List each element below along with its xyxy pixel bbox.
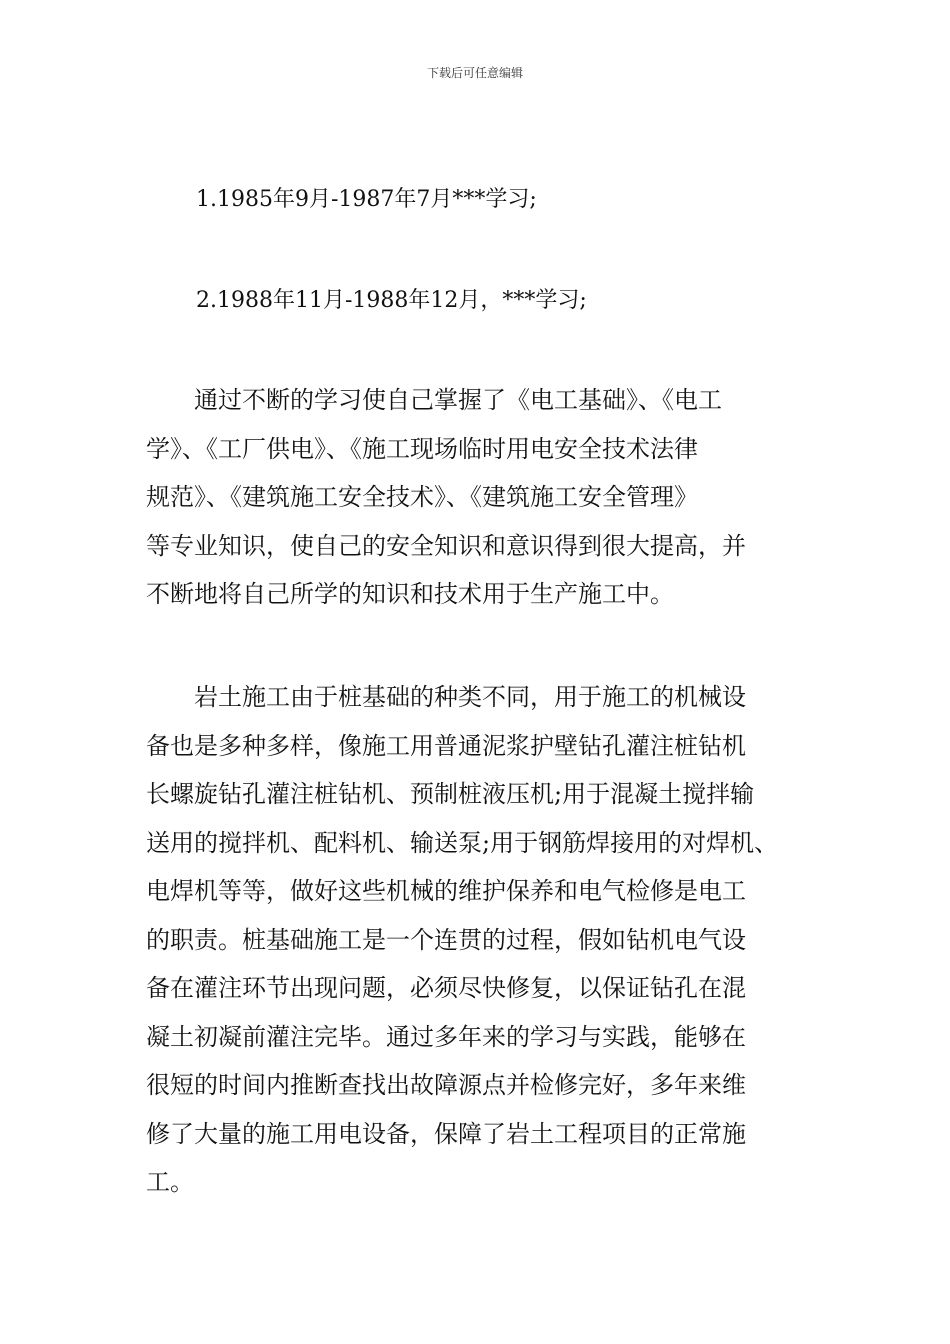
paragraph-line: 修了大量的施工用电设备，保障了岩土工程项目的正常施: [146, 1119, 746, 1148]
paragraph-line: 学》、《工厂供电》、《施工现场临时用电安全技术法律: [146, 434, 698, 463]
paragraph-line: 等专业知识，使自己的安全知识和意识得到很大提高，并: [146, 531, 746, 560]
paragraph-line: 凝土初凝前灌注完毕。通过多年来的学习与实践，能够在: [146, 1022, 746, 1051]
paragraph-line: 备在灌注环节出现问题，必须尽快修复，以保证钻孔在混: [146, 974, 746, 1002]
paragraph-line: 备也是多种多样，像施工用普通泥浆护壁钻孔灌注桩钻机: [146, 731, 746, 760]
paragraph-line: 规范》、《建筑施工安全技术》、《建筑施工安全管理》: [146, 483, 698, 511]
paragraph-line: 不断地将自己所学的知识和技术用于生产施工中。: [146, 580, 674, 608]
paragraph-line: 长螺旋钻孔灌注桩钻机、预制桩液压机;用于混凝土搅拌输: [146, 780, 755, 808]
paragraph-line: 岩土施工由于桩基础的种类不同，用于施工的机械设: [194, 683, 746, 711]
paragraph-line: 电焊机等等，做好这些机械的维护保养和电气检修是电工: [146, 877, 746, 905]
paragraph-line: 的职责。桩基础施工是一个连贯的过程，假如钻机电气设: [146, 925, 746, 954]
education-item-2: 2.1988年11月-1988年12月，***学习;: [196, 288, 587, 313]
paragraph-line: 通过不断的学习使自己掌握了《电工基础》、《电工: [194, 386, 722, 414]
page-header: 下载后可任意编辑: [426, 66, 523, 80]
paragraph-line: 很短的时间内推断查找出故障源点并检修完好，多年来维: [146, 1071, 746, 1099]
paragraph-study-knowledge: [146, 376, 811, 619]
paragraph-line: 送用的搅拌机、配料机、输送泵;用于钢筋焊接用的对焊机、: [146, 828, 779, 857]
paragraph-line: 工。: [146, 1168, 194, 1196]
paragraph-equipment-maintenance: [146, 673, 811, 1207]
education-item-1: 1.1985年9月-1987年7月***学习;: [196, 187, 537, 212]
